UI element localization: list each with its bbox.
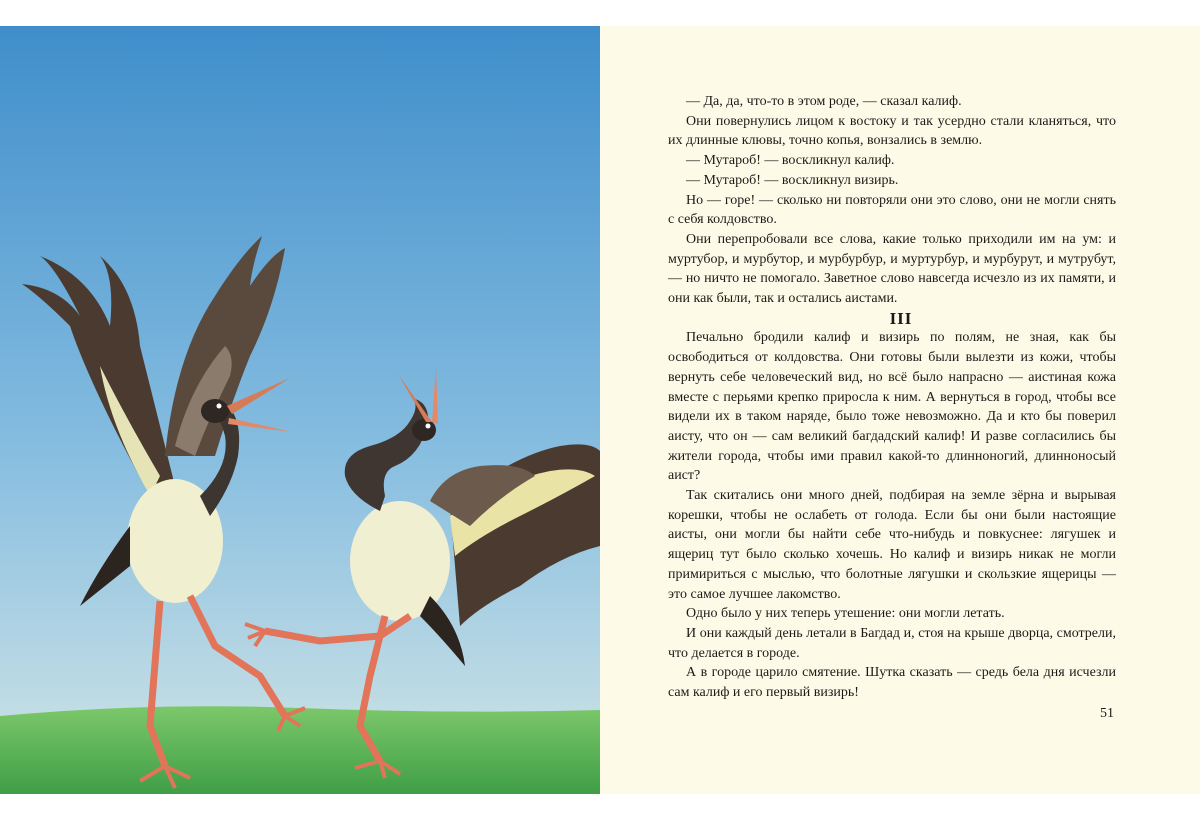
paragraph: И они каждый день летали в Багдад и, стоя на крыше дворца, смотрели, что делается в городе. — [668, 625, 1116, 661]
paragraph: Так скитались они много дней, подбирая на земле зёрна и вырывая корешки, чтобы не ослабеть от голода. Если бы они были настоящие аисты, они могли бы найти себе что-нибудь и повкуснее: лягушек и ящериц тут было сколько хочешь. Но калиф и визирь никак не могли примириться с мыслью, что болотные лягушки и скользкие ящерицы — это самое лучшее лакомство. — [668, 488, 1116, 602]
paragraph: Одно было у них теперь утешение: они могли летать. — [686, 606, 1005, 622]
text-page — [600, 26, 1200, 794]
paragraph: — Да, да, что-то в этом роде, — сказал калиф. — [686, 94, 962, 109]
paragraph: Они перепробовали все слова, какие только приходили им на ум: и муртубор, и мурбутор, и мурбурбур, и муртурбур, и мурбурут, и мутрубут, — но ничто не помогало. Заветное слово навсегда исчезло из их памяти, и они как были, так и остались аистами. — [668, 231, 1116, 307]
paragraph: Печально бродили калиф и визирь по полям, не зная, как бы освободиться от колдовства. Они готовы были вылезти из кожи, чтобы вернуть себе человеческий вид, но всё было напрасно — аистиная кожа вместе с перьями крепко приросла к ним. А вернуться в город, чтобы все видели их в таком наряде, было тоже невозможно. Да и кто бы поверил аисту, что он — сам великий багдадский калиф! И разве согласились бы жители города, чтобы ими правил какой-то длинноногий, длинноносый аист? — [668, 330, 1116, 484]
grass — [0, 706, 600, 794]
paragraph: Они повернулись лицом к востоку и так усердно стали кланяться, что их длинные клювы, точно копья, вонзались в землю. — [668, 113, 1116, 149]
sky — [0, 26, 600, 794]
page-number: 51 — [1100, 706, 1114, 721]
page-text — [668, 92, 1116, 703]
paragraph: — Мутароб! — воскликнул визирь. — [686, 172, 899, 188]
storks-picture — [0, 26, 600, 794]
paragraph: — Мутароб! — воскликнул калиф. — [686, 153, 895, 169]
paragraph: Но — горе! — сколько ни повторяли они это слово, они не могли снять с себя колдовство. — [668, 192, 1116, 228]
chapter-heading: III — [889, 308, 913, 328]
paragraph: А в городе царило смятение. Шутка сказать — средь бела дня исчезли сам калиф и его первый визирь! — [668, 665, 1116, 701]
stork-illustration — [0, 26, 600, 794]
